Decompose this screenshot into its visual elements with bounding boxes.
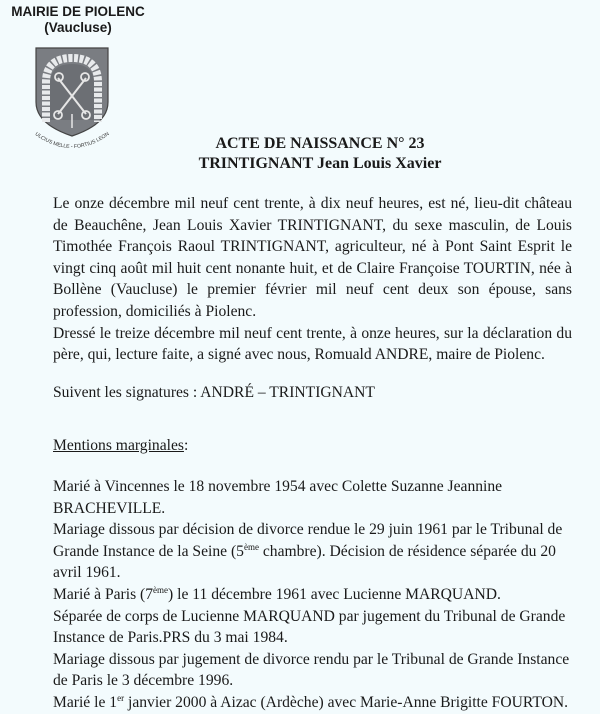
mentions-heading-text: Mentions marginales: [53, 437, 184, 454]
birth-record-text: [53, 193, 572, 366]
coat-of-arms-icon: [30, 44, 114, 152]
mairie-name: MAIRIE DE PIOLENC: [11, 4, 145, 19]
mention-item: [53, 692, 583, 714]
mention-text: Marié le 1: [53, 693, 118, 711]
mention-text: chambre). Décision de résidence séparée du 20 avril 1961.: [53, 542, 556, 582]
mention-text: janvier 2000 à Aizac (Ardèche) avec Marie-Anne Brigitte FOURTON.: [124, 693, 569, 711]
mairie-header: [8, 4, 148, 36]
mention-item: Séparée de corps de Lucienne MARQUAND par jugement du Tribunal de Grande Instance de Paris.PRS du 3 mai 1984.: [53, 607, 566, 647]
declaration-paragraph: Dressé le treize décembre mil neuf cent trente, à onze heures, sur la déclaration du père, qui, lecture faite, a signé avec nous, Romuald ANDRE, maire de Piolenc.: [53, 324, 572, 364]
crest-motto: ULCIUS MELLE - FORTIUS LEON: [33, 131, 111, 151]
birth-paragraph: Le onze décembre mil neuf cent trente, à dix neuf heures, est né, lieu-dit château de Beauchêne, Jean Louis Xavier TRINTIGNANT, du sexe masculin, de Louis Timothée François Raoul TRINTIGNANT, agriculteur, né à Pont Saint Esprit le vingt cinq août mil huit cent nonante huit, et de Claire Françoise TOURTIN, née à Bollène (Vaucluse) le premier février mil neuf cent deux son épouse, sans profession, domiciliés à Piolenc.: [53, 195, 572, 320]
mention-text: ) le 11 décembre 1961 avec Lucienne MARQUAND.: [168, 585, 501, 603]
mention-sup: ème: [243, 541, 259, 552]
mention-text: Mariage dissous par décision de divorce rendue le 29 juin 1961 par le Tribunal de Grande Instance de la Seine (5: [53, 521, 563, 560]
mentions-heading-colon: :: [183, 437, 189, 454]
signatures-line: Suivent les signatures : ANDRÉ – TRINTIGNANT: [53, 384, 375, 401]
mention-sup: er: [117, 692, 125, 703]
mentions-heading: [53, 435, 572, 457]
mention-text: Marié à Paris (7: [53, 585, 154, 603]
acte-number: ACTE DE NAISSANCE N° 23: [215, 135, 425, 152]
marginal-mentions: [53, 476, 583, 714]
mention-item: Marié à Vincennes le 18 novembre 1954 avec Colette Suzanne Jeannine BRACHEVILLE.: [53, 478, 503, 517]
mention-item: Mariage dissous par jugement de divorce rendu par le Tribunal de Grande Instance de Paris le 3 décembre 1996.: [53, 650, 570, 690]
person-name: TRINTIGNANT Jean Louis Xavier: [198, 155, 442, 172]
mention-item: [53, 584, 583, 606]
mention-item: [53, 519, 583, 584]
document-title: [170, 134, 470, 174]
department-name: (Vaucluse): [44, 20, 112, 35]
mention-sup: ème: [153, 584, 169, 595]
